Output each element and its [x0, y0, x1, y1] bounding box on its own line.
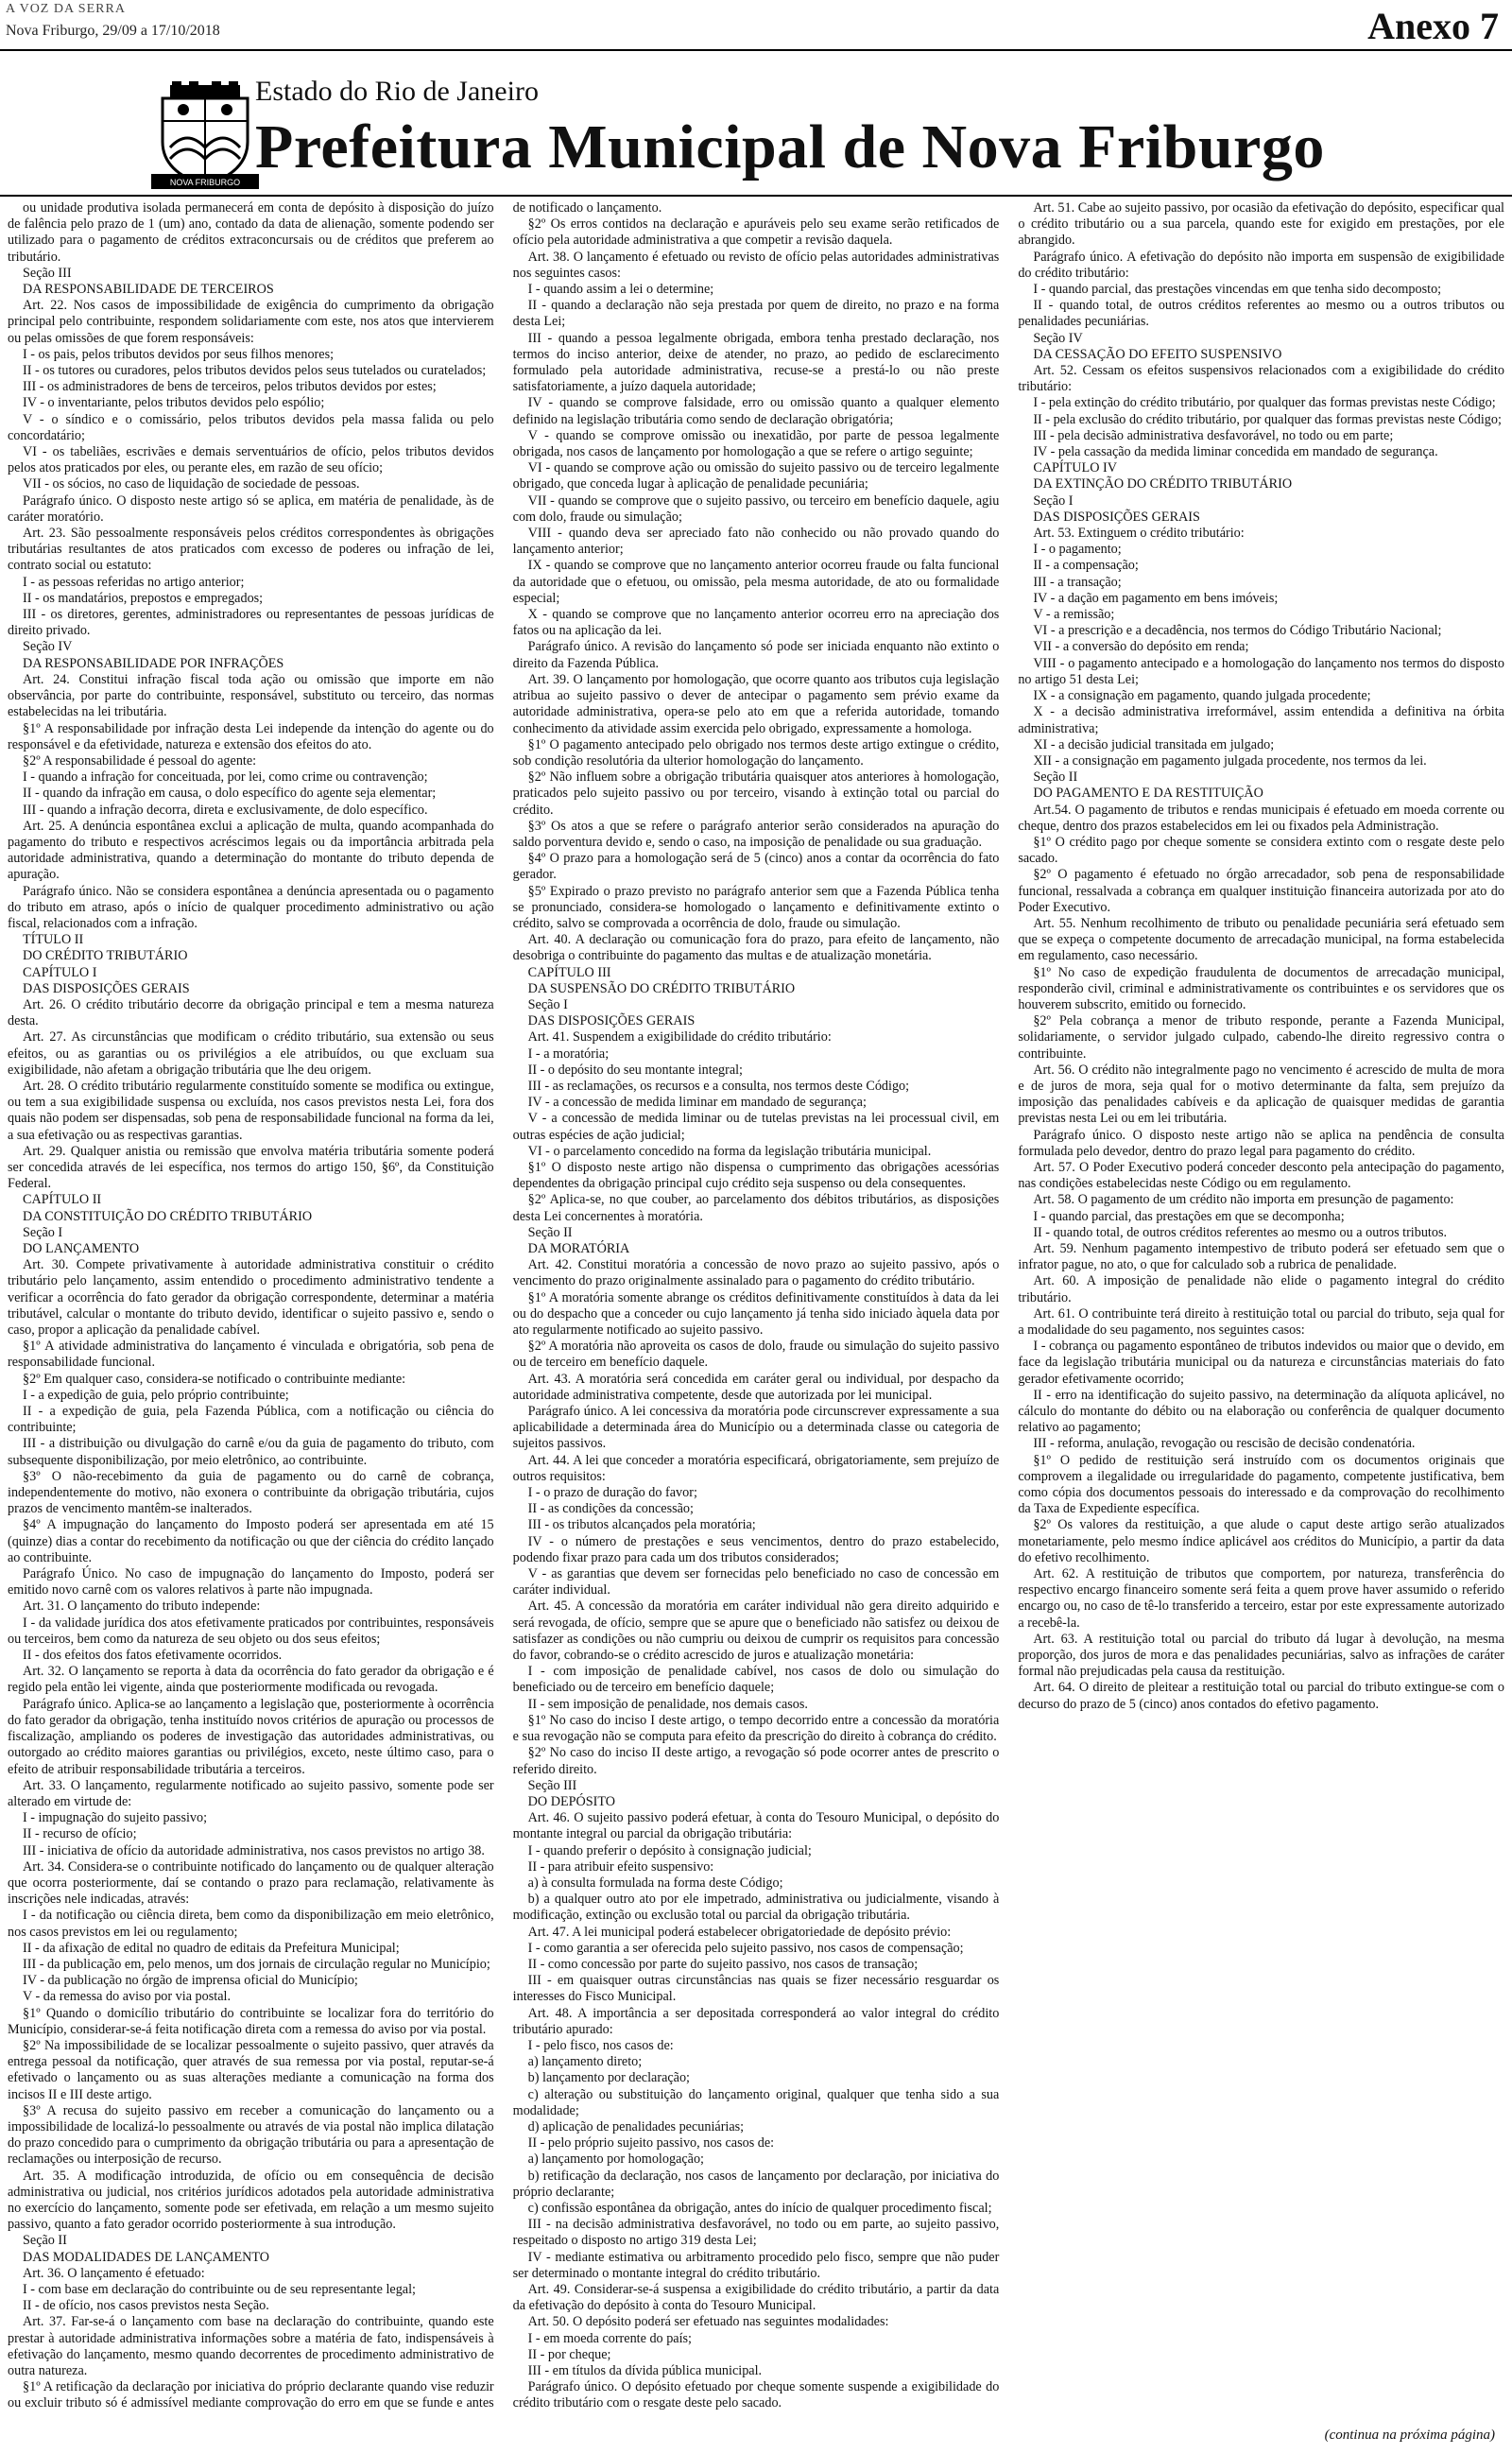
paragraph: §1º Quando o domicílio tributário do contribuinte se localizar fora do território do Município, considerar-se-á feita notificação direta com a remessa do aviso por via postal. — [8, 2005, 494, 2037]
paragraph: §4º A impugnação do lançamento do Imposto poderá ser apresentada em até 15 (quinze) dias a contar do recebimento da notificação ou que der ciência do crédito lançado ao contribuinte. — [8, 1517, 494, 1565]
paragraph: III - pela decisão administrativa desfavorável, no todo ou em parte; — [1033, 427, 1394, 443]
paragraph: VIII - o pagamento antecipado e a homologação do lançamento nos termos do disposto no artigo 51 desta Lei; — [1018, 655, 1504, 687]
paragraph: Seção IV — [23, 639, 73, 655]
paragraph: VIII - quando deva ser apreciado fato não conhecido ou não provado quando do lançamento anterior; — [512, 526, 1000, 558]
paragraph: I - cobrança ou pagamento espontâneo de tributos indevidos ou maior que o devido, em face da legislação tributária municipal ou da natureza e circunstâncias materiais do fato gerador efetivamente ocorrido; — [1018, 1339, 1504, 1387]
paragraph: II - a compensação; — [1033, 558, 1139, 574]
paragraph: Seção I — [527, 996, 568, 1012]
paragraph: Art. 41. Suspendem a exigibilidade do crédito tributário: — [527, 1029, 832, 1046]
paragraph: III - quando a pessoa legalmente obrigada, embora tenha prestado declaração, nos termos do inciso anterior, deixe de atender, no prazo, ao pedido de esclarecimento formulado pela autoridade administrativa, recuse-se a prestá-lo ou não preste satisfatoriamente, a juízo daquela autoridade; — [512, 330, 1000, 395]
paragraph: DA CONSTITUIÇÃO DO CRÉDITO TRIBUTÁRIO — [23, 1208, 313, 1224]
paragraph: Art. 34. Considera-se o contribuinte notificado do lançamento ou de qualquer alteração que ocorra posteriormente, daí se contando o prazo para reclamação, relativamente às inscrições nele indicadas, através: — [8, 1858, 494, 1908]
paragraph: Art.54. O pagamento de tributos e rendas municipais é efetuado em moeda corrente ou cheque, dentro dos prazos estabelecidos em lei ou fixados pela Administração. — [1018, 802, 1504, 834]
paragraph: I - da notificação ou ciência direta, bem como da disponibilização em meio eletrônico, nos casos previstos em lei ou regulamento; — [8, 1908, 494, 1940]
paragraph: Parágrafo único. O disposto neste artigo não se aplica na pendência de consulta formulada pelo devedor, dentro do prazo legal para pagamento do crédito. — [1018, 1127, 1504, 1159]
paragraph: b) a qualquer outro ato por ele impetrado, administrativa ou judicialmente, visando à modificação, extinção ou exclusão total ou parcial da obrigação tributária. — [512, 1892, 1000, 1924]
paragraph: Art. 42. Constitui moratória a concessão de novo prazo ao sujeito passivo, após o vencimento do prazo originalmente assinalado para o pagamento do crédito tributário. — [512, 1257, 1000, 1289]
paragraph: Art. 38. O lançamento é efetuado ou revisto de ofício pelas autoridades administrativas nos seguintes casos: — [512, 249, 1000, 281]
coat-of-arms-icon — [149, 81, 261, 191]
paragraph: Art. 23. São pessoalmente responsáveis pelos créditos correspondentes às obrigações tributárias resultantes de atos praticados com excesso de poderes ou infração de lei, contrato social ou estatuto: — [8, 526, 494, 574]
state-name: Estado do Rio de Janeiro — [255, 76, 539, 107]
paragraph: ou unidade produtiva isolada permanecerá em conta de depósito à disposição do juízo de falência pelo prazo de 1 (um) ano, contado da data de alienação, somente podendo ser utilizado para o pagamento de créditos extraconcursais ou de créditos que preferem ao tributário. — [8, 200, 494, 265]
paragraph: §1º A atividade administrativa do lançamento é vinculada e obrigatória, sob pena de responsabilidade funcional. — [8, 1339, 494, 1371]
paragraph: IV - a concessão de medida liminar em mandado de segurança; — [527, 1095, 867, 1111]
paragraph: Art. 39. O lançamento por homologação, que ocorre quanto aos tributos cuja legislação atribua ao sujeito passivo o dever de antecipar o pagamento sem prévio exame da autoridade administrativa, opera-se pelo ato em que a referida autoridade, tomando conhecimento da atividade assim exercida pelo obrigado, expressamente a homologa. — [512, 671, 1000, 736]
paragraph: III - a transação; — [1033, 574, 1122, 590]
paragraph: b) retificação da declaração, nos casos de lançamento por declaração, por iniciativa do próprio declarante; — [512, 2168, 1000, 2200]
paragraph: III - reforma, anulação, revogação ou rescisão de decisão condenatória. — [1033, 1436, 1416, 1452]
paragraph: Art. 36. O lançamento é efetuado: — [23, 2265, 205, 2281]
paragraph: XI - a decisão judicial transitada em julgado; — [1033, 736, 1275, 752]
paragraph: Art. 24. Constitui infração fiscal toda ação ou omissão que importe em não observância, por parte do contribuinte, responsável, substituto ou terceiro, das normas estabelecidas na lei tributária. — [8, 671, 494, 720]
paragraph: I - com imposição de penalidade cabível, nos casos de dolo ou simulação do beneficiado ou de terceiro em benefício daquele; — [512, 1664, 1000, 1696]
paragraph: X - quando se comprove que no lançamento anterior ocorreu erro na apreciação dos fatos ou na aplicação da lei. — [512, 607, 1000, 639]
paragraph: V - o síndico e o comissário, pelos tributos devidos pela massa falida ou pelo concordatário; — [8, 411, 494, 443]
edition-date: Nova Friburgo, 29/09 a 17/10/2018 — [6, 23, 220, 39]
paragraph: X - a decisão administrativa irreformável, assim entendida a definitiva na órbita administrativa; — [1018, 704, 1504, 736]
paragraph: VI - os tabeliães, escrivães e demais serventuários de ofício, pelos tributos devidos pelos atos praticados por eles, ou perante eles, em razão de seu ofício; — [8, 444, 494, 476]
paragraph: II - como concessão por parte do sujeito passivo, nos casos de transação; — [527, 1956, 919, 1972]
paragraph: Parágrafo único. A efetivação do depósito não importa em suspensão de exigibilidade do crédito tributário: — [1018, 249, 1504, 281]
paragraph: I - com base em declaração do contribuinte ou de seu representante legal; — [23, 2282, 416, 2297]
paragraph: Art. 48. A importância a ser depositada corresponderá ao valor integral do crédito tributário apurado: — [512, 2005, 1000, 2037]
paragraph: II - a expedição de guia, pela Fazenda Pública, com a notificação ou ciência do contribuinte; — [8, 1404, 494, 1436]
paragraph: II - os mandatários, prepostos e empregados; — [23, 590, 264, 606]
paragraph: Art. 26. O crédito tributário decorre da obrigação principal e tem a mesma natureza desta. — [8, 996, 494, 1029]
paragraph: Seção II — [527, 1224, 573, 1240]
paragraph: I - quando parcial, das prestações em que se decomponha; — [1033, 1208, 1345, 1224]
paragraph: III - em títulos da dívida pública municipal. — [527, 2363, 763, 2379]
paragraph: II - quando da infração em causa, o dolo específico do agente seja elementar; — [23, 786, 437, 802]
paragraph: III - os administradores de bens de terceiros, pelos tributos devidos por estes; — [23, 379, 437, 395]
paragraph: II - da afixação de edital no quadro de editais da Prefeitura Municipal; — [23, 1940, 400, 1956]
paragraph: §2º Pela cobrança a menor de tributo responde, perante a Fazenda Municipal, solidariamente, o servidor julgado culpado, cabendo-lhe direito regressivo contra o contribuinte. — [1018, 1013, 1504, 1062]
article-columns — [8, 200, 1504, 2420]
paragraph: Parágrafo único. Não se considera espontânea a denúncia apresentada ou o pagamento do tributo em atraso, após o início de qualquer procedimento administrativo ou ação fiscal, relacionados com a infração. — [8, 883, 494, 931]
paragraph: Art. 43. A moratória será concedida em caráter geral ou individual, por despacho da autoridade administrativa competente, desde que autorizada por lei municipal. — [512, 1371, 1000, 1403]
paragraph: Art. 28. O crédito tributário regularmente constituído somente se modifica ou extingue, ou tem a sua exigibilidade suspensa ou excluída, nos casos previstos nesta Lei, fora dos quais não podem ser dispensadas, sob pena de responsabilidade funcional na forma da lei, a sua efetivação ou as respectivas garantias. — [8, 1078, 494, 1143]
paragraph: TÍTULO II — [23, 932, 84, 948]
paragraph: III - quando a infração decorra, direta e exclusivamente, de dolo específico. — [23, 802, 428, 818]
paragraph: DA CESSAÇÃO DO EFEITO SUSPENSIVO — [1033, 346, 1282, 362]
paragraph: §1º A retificação da declaração por iniciativa do próprio declarante quando vise reduzir ou excluir tributo só é admissível mediante comprovação do erro em que se funde e antes de notificado o lançamento. — [8, 200, 662, 2411]
paragraph: I - o pagamento; — [1033, 542, 1122, 558]
paragraph: V - a remissão; — [1033, 607, 1115, 623]
paragraph: I - pela extinção do crédito tributário, por qualquer das formas previstas neste Código; — [1033, 395, 1496, 411]
paragraph: Seção III — [527, 1777, 577, 1793]
paragraph: CAPÍTULO III — [527, 964, 611, 980]
paragraph: IV - o inventariante, pelos tributos devidos pelo espólio; — [23, 395, 325, 411]
paragraph: DA EXTINÇÃO DO CRÉDITO TRIBUTÁRIO — [1033, 476, 1293, 493]
paragraph: DAS DISPOSIÇÕES GERAIS — [1033, 509, 1200, 525]
paragraph: §5º Expirado o prazo previsto no parágrafo anterior sem que a Fazenda Pública tenha se pronunciado, considera-se homologado o lançamento e definitivamente extinto o crédito, salvo se comprovada a ocorrência de dolo, fraude ou simulação. — [512, 883, 1000, 931]
paragraph: Art. 44. A lei que conceder a moratória especificará, obrigatoriamente, sem prejuízo de outros requisitos: — [512, 1452, 1000, 1484]
paragraph: DAS DISPOSIÇÕES GERAIS — [527, 1013, 696, 1029]
paragraph: I - os pais, pelos tributos devidos por seus filhos menores; — [23, 346, 335, 362]
paragraph: I - como garantia a ser oferecida pelo sujeito passivo, nos casos de compensação; — [527, 1940, 964, 1956]
paragraph: §2º Aplica-se, no que couber, ao parcelamento dos débitos tributários, as disposições desta Lei concernentes à moratória. — [512, 1192, 1000, 1224]
paragraph: II - pela exclusão do crédito tributário, por qualquer das formas previstas neste Código; — [1033, 411, 1502, 427]
paragraph: I - quando preferir o depósito à consignação judicial; — [527, 1842, 812, 1858]
paragraph: §2º Na impossibilidade de se localizar pessoalmente o sujeito passivo, quer através da entrega pessoal da notificação, quer através de sua remessa por via postal, reputar-se-á efetivado o lançamento ou as suas alterações mediante a comunicação na forma dos incisos II e III deste artigo. — [8, 2037, 494, 2102]
paragraph: Art. 33. O lançamento, regularmente notificado ao sujeito passivo, somente pode ser alterado em virtude de: — [8, 1777, 494, 1809]
paragraph: d) aplicação de penalidades pecuniárias; — [527, 2118, 745, 2134]
paragraph: Art. 60. A imposição de penalidade não elide o pagamento integral do crédito tributário. — [1018, 1273, 1504, 1305]
paragraph: §2º Os erros contidos na declaração e apuráveis pelo seu exame serão retificados de ofício pela autoridade administrativa a que competir a revisão daquela. — [512, 216, 1000, 249]
paragraph: §1º O pagamento antecipado pelo obrigado nos termos deste artigo extingue o crédito, sob condição resolutória da ulterior homologação do lançamento. — [512, 736, 1000, 769]
paragraph: Art. 56. O crédito não integralmente pago no vencimento é acrescido de multa de mora e de juros de mora, seja qual for o motivo determinante da falta, sem prejuízo da imposição das penalidades cabíveis e da aplicação de quaisquer medidas de garantia previstas nesta Lei ou em lei tributária. — [1018, 1062, 1504, 1127]
paragraph: Art. 27. As circunstâncias que modificam o crédito tributário, sua extensão ou seus efeitos, ou as garantias ou os privilégios a ele atribuídos, ou que excluam sua exigibilidade, não afetam a obrigação tributária que lhe deu origem. — [8, 1029, 494, 1078]
paragraph: II - os tutores ou curadores, pelos tributos devidos pelos seus tutelados ou curatelados; — [23, 363, 487, 379]
paragraph: II - quando total, de outros créditos referentes ao mesmo ou a outros tributos ou penalidades pecuniárias. — [1018, 298, 1504, 330]
paragraph: §2º O pagamento é efetuado no órgão arrecadador, sob pena de responsabilidade funcional, ressalvada a cobrança em qualquer instituição financeira autorizada por ato do Poder Executivo. — [1018, 867, 1504, 915]
paragraph: V - quando se comprove omissão ou inexatidão, por parte de pessoa legalmente obrigada, nos casos de lançamento por homologação a que se refere o artigo seguinte; — [512, 427, 1000, 460]
paragraph: I - da validade jurídica dos atos efetivamente praticados por contribuintes, responsáveis ou terceiros, bem como da natureza de seu objeto ou dos seus efeitos; — [8, 1615, 494, 1647]
paragraph: Art. 52. Cessam os efeitos suspensivos relacionados com a exigibilidade do crédito tributário: — [1018, 363, 1504, 395]
paragraph: a) à consulta formulada na forma deste Código; — [527, 1875, 783, 1891]
paragraph: XII - a consignação em pagamento julgada procedente, nos termos da lei. — [1033, 752, 1427, 769]
paragraph: §2º No caso do inciso II deste artigo, a revogação só pode ocorrer antes de prescrito o referido direito. — [512, 1745, 1000, 1777]
paragraph: DO PAGAMENTO E DA RESTITUIÇÃO — [1033, 786, 1263, 802]
paragraph: II - dos efeitos dos fatos efetivamente ocorridos. — [23, 1648, 283, 1664]
paragraph: IX - quando se comprove que no lançamento anterior ocorreu fraude ou falta funcional da autoridade que o efetuou, ou omissão, pela mesma autoridade, de ato ou formalidade especial; — [512, 558, 1000, 606]
paragraph: II - erro na identificação do sujeito passivo, na determinação da alíquota aplicável, no cálculo do montante do débito ou na elaboração ou conferência de qualquer documento relativo ao pagamento; — [1018, 1387, 1504, 1436]
paragraph: a) lançamento por homologação; — [527, 2152, 704, 2168]
paragraph: Parágrafo único. A lei concessiva da moratória pode circunscrever expressamente a sua aplicabilidade a determinada área do Município ou a determinada classe ou categoria de sujeitos passivos. — [512, 1404, 1000, 1452]
paragraph: Art. 22. Nos casos de impossibilidade de exigência do cumprimento da obrigação principal pelo contribuinte, respondem solidariamente com este, nos atos que intervierem ou pelas omissões de que forem responsáveis: — [8, 298, 494, 346]
paragraph: Art. 59. Nenhum pagamento intempestivo de tributo poderá ser efetuado sem que o infrator pague, no ato, o que for calculado sob a rubrica de penalidade. — [1018, 1241, 1504, 1273]
paragraph: CAPÍTULO II — [23, 1192, 102, 1208]
paragraph: I - quando parcial, das prestações vincendas em que tenha sido decomposto; — [1033, 282, 1442, 298]
paragraph: II - recurso de ofício; — [23, 1826, 137, 1842]
paragraph: DAS MODALIDADES DE LANÇAMENTO — [23, 2249, 270, 2265]
paragraph: IV - pela cassação da medida liminar concedida em mandado de segurança. — [1033, 444, 1438, 460]
paragraph: II - de ofício, nos casos previstos nesta Seção. — [23, 2298, 269, 2314]
paragraph: Art. 40. A declaração ou comunicação fora do prazo, para efeito de lançamento, não desobriga o contribuinte do pagamento das multas e de atualização monetária. — [512, 932, 1000, 964]
crest-banner-text: NOVA FRIBURGO — [169, 178, 241, 187]
paragraph: Art. 45. A concessão da moratória em caráter individual não gera direito adquirido e será revogada, de ofício, sempre que se apure que o beneficiado não satisfez ou deixou de satisfazer as condições ou não cumpriu ou deixou de cumprir os requisitos para concessão do favor, cobrando-se o crédito acrescido de juros e atualização monetária: — [512, 1599, 1000, 1664]
paragraph: II - quando total, de outros créditos referentes ao mesmo ou a outros tributos. — [1033, 1224, 1448, 1240]
paragraph: c) alteração ou substituição do lançamento original, qualquer que tenha sido a sua modalidade; — [512, 2086, 1000, 2118]
paragraph: Parágrafo único. A revisão do lançamento só pode ser iniciada enquanto não extinto o direito da Fazenda Pública. — [512, 639, 1000, 671]
paragraph: §1º A responsabilidade por infração desta Lei independe da intenção do agente ou do responsável e da efetividade, natureza e extensão dos efeitos do ato. — [8, 720, 494, 752]
paragraph: Art. 49. Considerar-se-á suspensa a exigibilidade do crédito tributário, a partir da data da efetivação do depósito à conta do Tesouro Municipal. — [512, 2282, 1000, 2314]
paragraph: I - impugnação do sujeito passivo; — [23, 1810, 208, 1826]
paragraph: §1º O crédito pago por cheque somente se considera extinto com o resgate deste pelo sacado. — [1018, 834, 1504, 867]
paragraph: Seção I — [23, 1224, 63, 1240]
paragraph: §2º Em qualquer caso, considera-se notificado o contribuinte mediante: — [23, 1371, 406, 1387]
paragraph: Seção II — [1033, 769, 1078, 786]
paragraph: III - a distribuição ou divulgação do carnê e/ou da guia de pagamento do tributo, com subsequente disponibilização, por meio eletrônico, ao contribuinte. — [8, 1436, 494, 1468]
paragraph: II - as condições da concessão; — [527, 1501, 694, 1517]
paragraph: III - da publicação em, pelo menos, um dos jornais de circulação regular no Município; — [23, 1956, 490, 1972]
paragraph: II - por cheque; — [527, 2346, 611, 2362]
paragraph: DA SUSPENSÃO DO CRÉDITO TRIBUTÁRIO — [527, 980, 796, 996]
newspaper-name: A VOZ DA SERRA — [6, 2, 126, 16]
paragraph: I - pelo fisco, nos casos de: — [527, 2037, 674, 2053]
paragraph: c) confissão espontânea da obrigação, antes do início de qualquer procedimento fiscal; — [527, 2200, 992, 2216]
paragraph: §2º Os valores da restituição, a que alude o caput deste artigo serão atualizados monetariamente, pelo mesmo índice aplicável aos créditos do Município, a partir da data do efetivo recolhimento. — [1018, 1517, 1504, 1565]
paragraph: Art. 29. Qualquer anistia ou remissão que envolva matéria tributária somente poderá ser concedida através de lei específica, nos termos do artigo 150, §6º, da Constituição Federal. — [8, 1143, 494, 1192]
paragraph: II - pelo próprio sujeito passivo, nos casos de: — [527, 2135, 775, 2152]
paragraph: III - iniciativa de ofício da autoridade administrativa, nos casos previstos no artigo 38. — [23, 1842, 485, 1858]
paragraph: Art. 55. Nenhum recolhimento de tributo ou penalidade pecuniária será efetuado sem que se expeça o competente documento de arrecadação municipal, na forma estabelecida em regulamento, caso necessário. — [1018, 915, 1504, 964]
paragraph: II - sem imposição de penalidade, nos demais casos. — [527, 1696, 808, 1712]
paragraph: DO CRÉDITO TRIBUTÁRIO — [23, 948, 188, 964]
paragraph: §1º A moratória somente abrange os créditos definitivamente constituídos à data da lei ou do despacho que a conceder ou cujo lançamento já tenha sido iniciado àquela data por ato regularmente notificado ao sujeito passivo. — [512, 1289, 1000, 1339]
paragraph: IV - a dação em pagamento em bens imóveis; — [1033, 590, 1279, 606]
paragraph: III - na decisão administrativa desfavorável, no todo ou em parte, ao sujeito passivo, respeitado o disposto no artigo 319 desta Lei; — [512, 2217, 1000, 2249]
paragraph: V - a concessão de medida liminar ou de tutelas previstas na lei processual civil, em outras espécies de ação judicial; — [512, 1111, 1000, 1143]
paragraph: VI - o parcelamento concedido na forma da legislação tributária municipal. — [527, 1143, 932, 1159]
paragraph: I - a moratória; — [527, 1046, 610, 1062]
paragraph: I - quando assim a lei o determine; — [527, 282, 714, 298]
paragraph: Art. 31. O lançamento do tributo independe: — [23, 1599, 261, 1615]
paragraph: Art. 35. A modificação introduzida, de ofício ou em consequência de decisão administrativa ou judicial, nos critérios jurídicos adotados pela autoridade administrativa no exercício do lançamento, somente pode ser efetivada, em relação a um mesmo sujeito passivo, quanto a fato gerador ocorrido posteriormente à sua introdução. — [8, 2168, 494, 2233]
paragraph: III - os diretores, gerentes, administradores ou representantes de pessoas jurídicas de direito privado. — [8, 607, 494, 639]
paragraph: §2º A responsabilidade é pessoal do agente: — [23, 752, 257, 769]
paragraph: II - quando a declaração não seja prestada por quem de direito, no prazo e na forma desta Lei; — [512, 298, 1000, 330]
paragraph: DA RESPONSABILIDADE DE TERCEIROS — [23, 282, 274, 298]
paragraph: III - os tributos alcançados pela moratória; — [527, 1517, 756, 1533]
prefecture-title: Prefeitura Municipal de Nova Friburgo — [255, 112, 1325, 181]
paragraph: DA MORATÓRIA — [527, 1241, 630, 1256]
annex-label: Anexo 7 — [1367, 5, 1499, 47]
paragraph: Art. 32. O lançamento se reporta à data da ocorrência do fato gerador da obrigação e é regido pela então lei vigente, ainda que posteriormente modificada ou revogada. — [8, 1664, 494, 1696]
paragraph: VII - a conversão do depósito em renda; — [1033, 639, 1249, 655]
paragraph: VI - a prescrição e a decadência, nos termos do Código Tributário Nacional; — [1033, 623, 1442, 639]
paragraph: §1º O disposto neste artigo não dispensa o cumprimento das obrigações acessórias dependentes da obrigação principal cujo crédito seja suspenso ou dela consequentes. — [512, 1159, 1000, 1192]
paragraph: Seção I — [1033, 493, 1074, 509]
paragraph: II - para atribuir efeito suspensivo: — [527, 1858, 714, 1875]
paragraph: Parágrafo único. O depósito efetuado por cheque somente suspende a exigibilidade do crédito tributário com o resgate deste pelo sacado. — [512, 2379, 1000, 2411]
paragraph: Art. 46. O sujeito passivo poderá efetuar, à conta do Tesouro Municipal, o depósito do montante integral ou parcial da obrigação tributária: — [512, 1810, 1000, 1842]
paragraph: DO LANÇAMENTO — [23, 1241, 140, 1256]
paragraph: Seção II — [23, 2233, 67, 2249]
paragraph: Art. 47. A lei municipal poderá estabelecer obrigatoriedade de depósito prévio: — [527, 1924, 952, 1940]
paragraph: I - as pessoas referidas no artigo anterior; — [23, 574, 245, 590]
paragraph: V - da remessa do aviso por via postal. — [23, 1989, 231, 2005]
paragraph: CAPÍTULO IV — [1033, 460, 1117, 476]
paragraph: Seção IV — [1033, 330, 1083, 346]
paragraph: IV - quando se comprove falsidade, erro ou omissão quanto a qualquer elemento definido na legislação tributária como sendo de declaração obrigatória; — [512, 395, 1000, 427]
paragraph: §3º A recusa do sujeito passivo em receber a comunicação do lançamento ou a impossibilidade de localizá-lo pessoalmente ou através de via postal não implica dilatação do prazo concedido para o cumprimento da obrigação tributária ou para a apresentação de reclamações ou interposição de recurso. — [8, 2102, 494, 2168]
paragraph: Art. 25. A denúncia espontânea exclui a aplicação de multa, quando acompanhada do pagamento do tributo e respectivos acréscimos legais ou da importância arbitrada pela autoridade administrativa, quando a determinação do montante do tributo dependa de apuração. — [8, 818, 494, 883]
paragraph: Art. 58. O pagamento de um crédito não importa em presunção de pagamento: — [1033, 1192, 1454, 1208]
paragraph: Seção III — [23, 265, 72, 281]
paragraph: DO DEPÓSITO — [527, 1793, 616, 1809]
paragraph: DA RESPONSABILIDADE POR INFRAÇÕES — [23, 655, 284, 671]
paragraph: Parágrafo único. Aplica-se ao lançamento a legislação que, posteriormente à ocorrência do fato gerador da obrigação, tenha instituído novos critérios de apuração ou processos de fiscalização, ampliando os poderes de investigação das autoridades administrativas, ou outorgado ao crédito maiores garantias ou privilégios, exceto, neste último caso, para o efeito de atribuir responsabilidade tributária a terceiros. — [8, 1696, 494, 1777]
paragraph: Art. 50. O depósito poderá ser efetuado nas seguintes modalidades: — [527, 2314, 889, 2330]
paragraph: §1º No caso de expedição fraudulenta de documentos de arrecadação municipal, responderão civil, criminal e administrativamente os contribuintes e os servidores que os houverem subscrito, emitido ou fornecido. — [1018, 964, 1504, 1012]
paragraph: Art. 37. Far-se-á o lançamento com base na declaração do contribuinte, quando este prestar à autoridade administrativa informações sobre a matéria de fato, indispensáveis à efetivação do lançamento, mesmo quando decorrentes de procedimento administrativo de outra natureza. — [8, 2314, 494, 2379]
paragraph: I - o prazo de duração do favor; — [527, 1485, 697, 1501]
paragraph: Art. 62. A restituição de tributos que comportem, por natureza, transferência do respectivo encargo financeiro somente será feita a quem prove haver assumido o referido encargo ou, no caso de tê-lo transferido a terceiro, estar por este expressamente autorizado a recebê-la. — [1018, 1566, 1504, 1631]
paragraph: Art. 30. Compete privativamente à autoridade administrativa constituir o crédito tributário pelo lançamento, assim entendido o procedimento administrativo tendente a verificar a ocorrência do fato gerador da obrigação correspondente, determinar a matéria tributável, calcular o montante do tributo devido, identificar o sujeito passivo e, sendo o caso, propor a aplicação da penalidade cabível. — [8, 1257, 494, 1339]
paragraph: §3º O não-recebimento da guia de pagamento ou do carnê de cobrança, independentemente do motivo, não exonera o contribuinte da obrigação tributária, cujos prazos de vencimento mantêm-se inalterados. — [8, 1468, 494, 1517]
paragraph: V - as garantias que devem ser fornecidas pelo beneficiado no caso de concessão em caráter individual. — [512, 1566, 1000, 1599]
paragraph: Art. 63. A restituição total ou parcial do tributo dá lugar à devolução, na mesma proporção, dos juros de mora e das penalidades pecuniárias, salvo as infrações de caráter formal não prejudicadas pela causa da restituição. — [1018, 1631, 1504, 1680]
paragraph: IV - mediante estimativa ou arbitramento procedido pelo fisco, sempre que não puder ser determinado o montante integral do crédito tributário. — [512, 2249, 1000, 2281]
paragraph: Art. 64. O direito de pleitear a restituição total ou parcial do tributo extingue-se com o decurso do prazo de 5 (cinco) anos contados do efetivo pagamento. — [1018, 1680, 1504, 1712]
continuation-note: (continua na próxima página) — [1324, 2428, 1495, 2443]
paragraph: IV - da publicação no órgão de imprensa oficial do Município; — [23, 1973, 358, 1989]
masthead — [0, 53, 1512, 197]
paragraph: I - quando a infração for conceituada, por lei, como crime ou contravenção; — [23, 769, 428, 786]
paragraph: Parágrafo Único. No caso de impugnação do lançamento do Imposto, poderá ser emitido novo carnê com os valores relativos à parte não impugnada. — [8, 1566, 494, 1599]
paragraph: Parágrafo único. O disposto neste artigo só se aplica, em matéria de penalidade, às de caráter moratório. — [8, 493, 494, 525]
paragraph: VI - quando se comprove ação ou omissão do sujeito passivo ou de terceiro legalmente obrigado, que conceda lugar à aplicação de penalidade pecuniária; — [512, 460, 1000, 493]
paragraph: Art. 61. O contribuinte terá direito à restituição total ou parcial do tributo, seja qual for a modalidade do seu pagamento, nos seguintes casos: — [1018, 1305, 1504, 1339]
paragraph: DAS DISPOSIÇÕES GERAIS — [23, 980, 190, 996]
paragraph: §1º No caso do inciso I deste artigo, o tempo decorrido entre a concessão da moratória e sua revogação não se computa para efeito da prescrição do direito à cobrança do crédito. — [512, 1712, 1000, 1745]
paragraph: §2º Não influem sobre a obrigação tributária quaisquer atos anteriores à homologação, praticados pelo sujeito passivo ou por terceiro, visando à extinção total ou parcial do crédito. — [512, 769, 1000, 818]
paragraph: I - a expedição de guia, pelo próprio contribuinte; — [23, 1387, 289, 1403]
paragraph: Art. 53. Extinguem o crédito tributário: — [1033, 526, 1245, 542]
paragraph: I - em moeda corrente do país; — [527, 2330, 692, 2346]
page-header-bar — [0, 0, 1512, 51]
paragraph: a) lançamento direto; — [527, 2054, 643, 2070]
paragraph: III - as reclamações, os recursos e a consulta, nos termos deste Código; — [527, 1078, 910, 1094]
paragraph: II - o depósito do seu montante integral; — [527, 1062, 743, 1078]
paragraph: III - em quaisquer outras circunstâncias nas quais se fizer necessário resguardar os interesses do Fisco Municipal. — [512, 1973, 1000, 2005]
paragraph: b) lançamento por declaração; — [527, 2070, 690, 2086]
paragraph: IX - a consignação em pagamento, quando julgada procedente; — [1033, 688, 1371, 704]
paragraph: VII - os sócios, no caso de liquidação de sociedade de pessoas. — [23, 476, 360, 493]
paragraph: Art. 57. O Poder Executivo poderá conceder desconto pela antecipação do pagamento, nas condições estabelecidas neste Código ou em regulamento. — [1018, 1159, 1504, 1192]
paragraph: §3º Os atos a que se refere o parágrafo anterior serão considerados na apuração do saldo porventura devido e, sendo o caso, na imposição de penalidade ou sua graduação. — [512, 818, 1000, 850]
paragraph: VII - quando se comprove que o sujeito passivo, ou terceiro em benefício daquele, agiu com dolo, fraude ou simulação; — [512, 493, 1000, 525]
paragraph: §4º O prazo para a homologação será de 5 (cinco) anos a contar da ocorrência do fato gerador. — [512, 851, 1000, 883]
paragraph: §2º A moratória não aproveita os casos de dolo, fraude ou simulação do sujeito passivo ou de terceiro em benefício daquele. — [512, 1339, 1000, 1371]
paragraph: Art. 51. Cabe ao sujeito passivo, por ocasião da efetivação do depósito, especificar qual o crédito tributário ou a sua parcela, quando este for exigido em prestações, por ele abrangido. — [1018, 200, 1504, 249]
paragraph: CAPÍTULO I — [23, 964, 97, 980]
paragraph: IV - o número de prestações e seus vencimentos, dentro do prazo estabelecido, podendo fixar prazo para cada um dos tributos considerados; — [512, 1533, 1000, 1565]
paragraph: §1º O pedido de restituição será instruído com os documentos originais que comprovem a ilegalidade ou irregularidade do pagamento, competente justificativa, bem como cópia dos documentos pessoais do interessado e da comprovação do recolhimento da Taxa de Expediente específica. — [1018, 1452, 1504, 1517]
